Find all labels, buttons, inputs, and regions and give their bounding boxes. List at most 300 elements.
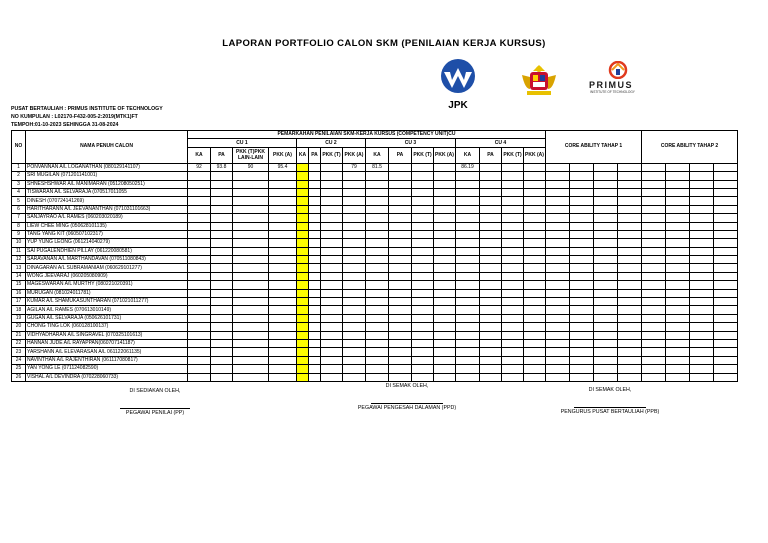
mark-cell xyxy=(524,188,546,196)
mark-cell xyxy=(188,180,211,188)
mark-cell xyxy=(343,348,366,356)
mark-cell xyxy=(188,172,211,180)
mark-cell xyxy=(714,281,738,289)
mark-cell xyxy=(618,172,642,180)
header-cu1-ka: KA xyxy=(188,147,211,163)
mark-cell xyxy=(594,214,618,222)
jpk-emblem-icon xyxy=(436,58,480,96)
mark-cell xyxy=(343,256,366,264)
mark-cell xyxy=(690,323,714,331)
mark-cell xyxy=(480,298,502,306)
mark-cell xyxy=(546,331,570,339)
mark-cell xyxy=(618,197,642,205)
header-cu2-pa: PA xyxy=(309,147,321,163)
pusat-bertauliah: PUSAT BERTAULIAH : PRIMUS INSTITUTE OF TECHNOLOGY xyxy=(11,106,163,112)
mark-cell xyxy=(188,365,211,373)
mark-cell xyxy=(269,356,297,364)
mark-cell xyxy=(366,247,389,255)
mark-cell xyxy=(389,331,412,339)
mark-cell xyxy=(666,356,690,364)
mark-cell xyxy=(570,314,594,322)
mark-cell xyxy=(412,222,434,230)
header-cu4: CU 4 xyxy=(456,139,546,147)
mark-cell xyxy=(269,339,297,347)
mark-cell xyxy=(434,197,456,205)
mark-cell xyxy=(389,230,412,238)
mark-cell xyxy=(412,205,434,213)
mark-cell xyxy=(690,365,714,373)
mark-cell xyxy=(690,222,714,230)
mark-cell xyxy=(269,247,297,255)
header-cu2: CU 2 xyxy=(297,139,366,147)
mark-cell xyxy=(233,222,269,230)
mark-cell xyxy=(366,180,389,188)
mark-cell xyxy=(343,365,366,373)
mark-cell xyxy=(389,205,412,213)
mark-cell xyxy=(502,339,524,347)
mark-cell xyxy=(594,264,618,272)
mark-cell xyxy=(618,298,642,306)
mark-cell xyxy=(343,339,366,347)
mark-cell xyxy=(456,214,480,222)
signature-ppb-label: DI SEMAK OLEH, xyxy=(588,387,632,393)
row-no: 25 xyxy=(12,365,26,373)
mark-cell xyxy=(412,323,434,331)
row-no: 13 xyxy=(12,264,26,272)
header-cu3-pa: PA xyxy=(389,147,412,163)
mark-cell xyxy=(188,264,211,272)
mark-cell xyxy=(502,214,524,222)
mark-cell xyxy=(666,281,690,289)
mark-cell xyxy=(412,356,434,364)
mark-cell xyxy=(321,247,343,255)
mark-cell xyxy=(642,289,666,297)
mark-cell xyxy=(524,205,546,213)
header-cu3-pkk-a: PKK (A) xyxy=(434,147,456,163)
mark-cell xyxy=(389,348,412,356)
mark-cell xyxy=(524,264,546,272)
mark-cell xyxy=(546,365,570,373)
mark-cell xyxy=(524,180,546,188)
mark-cell xyxy=(233,339,269,347)
mark-cell xyxy=(618,256,642,264)
mark-cell xyxy=(366,281,389,289)
mark-cell xyxy=(546,323,570,331)
mark-cell xyxy=(570,180,594,188)
mark-cell xyxy=(570,230,594,238)
mark-cell xyxy=(570,172,594,180)
header-cu4-ka: KA xyxy=(456,147,480,163)
mark-cell xyxy=(524,247,546,255)
row-no: 3 xyxy=(12,180,26,188)
mark-cell xyxy=(502,373,524,381)
mark-cell xyxy=(321,348,343,356)
jpk-logo-text: JPK xyxy=(448,100,468,111)
mark-cell xyxy=(309,365,321,373)
mark-cell xyxy=(297,348,309,356)
mark-cell xyxy=(233,180,269,188)
mark-cell xyxy=(321,239,343,247)
mark-cell xyxy=(434,172,456,180)
mark-cell xyxy=(502,365,524,373)
mark-cell xyxy=(434,306,456,314)
mark-cell xyxy=(502,256,524,264)
mark-cell xyxy=(233,264,269,272)
mark-cell xyxy=(434,264,456,272)
mark-cell xyxy=(480,188,502,196)
mark-cell xyxy=(297,281,309,289)
mark-cell xyxy=(524,197,546,205)
mark-cell xyxy=(456,264,480,272)
mark-cell xyxy=(309,298,321,306)
mark-cell xyxy=(480,163,502,171)
mark-cell xyxy=(269,281,297,289)
mark-cell xyxy=(714,289,738,297)
mark-cell xyxy=(188,289,211,297)
mark-cell xyxy=(188,272,211,280)
mark-cell xyxy=(297,214,309,222)
mark-cell xyxy=(297,356,309,364)
mark-cell xyxy=(389,314,412,322)
mark-cell xyxy=(297,323,309,331)
mark-cell xyxy=(366,230,389,238)
mark-cell xyxy=(297,298,309,306)
mark-cell xyxy=(297,331,309,339)
mark-cell xyxy=(366,197,389,205)
mark-cell xyxy=(570,298,594,306)
mark-cell xyxy=(456,230,480,238)
mark-cell xyxy=(211,306,233,314)
mark-cell xyxy=(389,298,412,306)
table-row xyxy=(12,314,738,322)
mark-cell xyxy=(456,356,480,364)
mark-cell xyxy=(434,205,456,213)
header-cu3-pkk-t: PKK (T) xyxy=(412,147,434,163)
mark-cell xyxy=(211,188,233,196)
mark-cell xyxy=(456,306,480,314)
mark-cell xyxy=(389,239,412,247)
mark-cell xyxy=(502,356,524,364)
mark-cell xyxy=(524,331,546,339)
table-row xyxy=(12,197,738,205)
mark-cell xyxy=(456,323,480,331)
mark-cell xyxy=(690,289,714,297)
mark-cell xyxy=(546,163,570,171)
mark-cell xyxy=(714,331,738,339)
mark-cell xyxy=(714,298,738,306)
header-cu1-pkk-a: PKK (A) xyxy=(269,147,297,163)
mark-cell xyxy=(321,264,343,272)
mark-cell xyxy=(211,323,233,331)
row-name: WONG JEEVARAJ (060205080909) xyxy=(26,272,188,280)
mark-cell xyxy=(594,306,618,314)
mark-cell xyxy=(666,163,690,171)
mark-cell xyxy=(546,339,570,347)
mark-cell xyxy=(412,197,434,205)
mark-cell xyxy=(714,247,738,255)
row-no: 4 xyxy=(12,188,26,196)
mark-cell xyxy=(502,289,524,297)
mark-cell xyxy=(321,356,343,364)
mark-cell xyxy=(366,348,389,356)
row-no: 19 xyxy=(12,314,26,322)
mark-cell xyxy=(480,239,502,247)
mark-cell xyxy=(502,323,524,331)
mark-cell xyxy=(594,365,618,373)
mark-cell xyxy=(594,356,618,364)
mark-cell xyxy=(690,197,714,205)
mark-cell xyxy=(594,373,618,381)
mark-cell xyxy=(642,264,666,272)
mark-cell xyxy=(666,323,690,331)
mark-cell xyxy=(642,222,666,230)
mark-cell xyxy=(297,230,309,238)
mark-cell xyxy=(297,239,309,247)
mark-cell xyxy=(480,247,502,255)
mark-cell xyxy=(321,298,343,306)
mark-cell xyxy=(666,222,690,230)
mark-cell xyxy=(480,348,502,356)
mark-cell xyxy=(269,306,297,314)
mark-cell xyxy=(690,306,714,314)
mark-cell xyxy=(502,331,524,339)
mark-cell xyxy=(434,272,456,280)
mark-cell xyxy=(502,314,524,322)
mark-cell xyxy=(502,205,524,213)
mark-cell xyxy=(480,264,502,272)
mark-cell xyxy=(594,239,618,247)
mark-cell xyxy=(594,205,618,213)
mark-cell xyxy=(269,230,297,238)
mark-cell xyxy=(321,323,343,331)
row-no: 2 xyxy=(12,172,26,180)
row-no: 17 xyxy=(12,298,26,306)
mark-cell xyxy=(297,373,309,381)
mark-cell xyxy=(456,331,480,339)
mark-cell xyxy=(434,356,456,364)
mark-cell xyxy=(211,289,233,297)
table-row xyxy=(12,348,738,356)
mark-cell xyxy=(188,373,211,381)
mark-cell xyxy=(714,356,738,364)
row-name: DINAGARAN A/L SUBRAMANIAM (060629101277) xyxy=(26,264,188,272)
mark-cell xyxy=(524,256,546,264)
jpk-logo xyxy=(436,58,480,111)
mark-cell xyxy=(269,239,297,247)
mark-cell xyxy=(546,239,570,247)
mark-cell xyxy=(412,230,434,238)
mark-cell xyxy=(524,163,546,171)
mark-cell xyxy=(666,247,690,255)
table-row xyxy=(12,331,738,339)
mark-cell xyxy=(389,281,412,289)
mark-cell xyxy=(269,373,297,381)
row-no: 14 xyxy=(12,272,26,280)
mark-cell xyxy=(269,264,297,272)
mark-cell xyxy=(233,230,269,238)
mark-cell: 79 xyxy=(343,163,366,171)
row-name: SRI MUGILAN (071201141001) xyxy=(26,172,188,180)
mark-cell xyxy=(502,239,524,247)
mark-cell xyxy=(343,180,366,188)
mark-cell xyxy=(642,272,666,280)
mark-cell xyxy=(309,172,321,180)
mark-cell xyxy=(570,163,594,171)
mark-cell xyxy=(714,222,738,230)
mark-cell xyxy=(211,331,233,339)
mark-cell xyxy=(233,172,269,180)
mark-cell xyxy=(309,222,321,230)
mark-cell xyxy=(594,289,618,297)
mark-cell xyxy=(524,314,546,322)
mark-cell xyxy=(211,197,233,205)
mark-cell xyxy=(188,239,211,247)
mark-cell xyxy=(188,256,211,264)
row-no: 16 xyxy=(12,289,26,297)
mark-cell xyxy=(714,239,738,247)
mark-cell xyxy=(233,188,269,196)
mark-cell xyxy=(690,339,714,347)
mark-cell xyxy=(546,348,570,356)
mark-cell xyxy=(434,180,456,188)
mark-cell xyxy=(412,180,434,188)
mark-cell xyxy=(412,272,434,280)
mark-cell xyxy=(618,188,642,196)
mark-cell xyxy=(714,272,738,280)
mark-cell xyxy=(321,197,343,205)
mark-cell xyxy=(618,180,642,188)
mark-cell xyxy=(570,323,594,331)
mark-cell xyxy=(594,331,618,339)
mark-cell xyxy=(412,188,434,196)
row-name: TISWARAN A/L SELVARAJA (070517011055 xyxy=(26,188,188,196)
header-cu2-pkk-t: PKK (T) xyxy=(321,147,343,163)
mark-cell xyxy=(666,272,690,280)
mark-cell xyxy=(321,163,343,171)
mark-cell xyxy=(309,239,321,247)
row-no: 24 xyxy=(12,356,26,364)
mark-cell xyxy=(456,348,480,356)
mark-cell xyxy=(524,272,546,280)
mark-cell xyxy=(343,264,366,272)
mark-cell xyxy=(366,239,389,247)
mark-cell xyxy=(434,289,456,297)
mark-cell xyxy=(570,331,594,339)
mark-cell xyxy=(642,247,666,255)
mark-cell xyxy=(502,264,524,272)
mark-cell xyxy=(570,264,594,272)
mark-cell xyxy=(570,289,594,297)
mark-cell xyxy=(642,314,666,322)
mark-cell xyxy=(309,339,321,347)
mark-cell xyxy=(524,356,546,364)
mark-cell xyxy=(666,339,690,347)
mark-cell xyxy=(297,365,309,373)
mark-cell xyxy=(594,323,618,331)
mark-cell xyxy=(642,281,666,289)
mark-cell xyxy=(366,214,389,222)
mark-cell xyxy=(502,281,524,289)
mark-cell xyxy=(211,298,233,306)
mark-cell xyxy=(594,172,618,180)
mark-cell xyxy=(690,348,714,356)
mark-cell xyxy=(594,247,618,255)
mark-cell xyxy=(666,306,690,314)
mark-cell xyxy=(366,188,389,196)
mark-cell xyxy=(389,339,412,347)
table-row xyxy=(12,339,738,347)
table-row xyxy=(12,281,738,289)
mark-cell xyxy=(618,163,642,171)
mark-cell: 90 xyxy=(233,163,269,171)
mark-cell xyxy=(297,272,309,280)
mark-cell xyxy=(188,323,211,331)
mark-cell xyxy=(366,289,389,297)
mark-cell xyxy=(546,222,570,230)
mark-cell xyxy=(188,339,211,347)
mark-cell xyxy=(343,222,366,230)
mark-cell xyxy=(211,264,233,272)
header-info xyxy=(11,105,163,129)
mark-cell xyxy=(666,180,690,188)
mark-cell xyxy=(456,256,480,264)
mark-cell xyxy=(524,348,546,356)
mark-cell xyxy=(211,314,233,322)
mark-cell xyxy=(321,222,343,230)
mark-cell xyxy=(412,214,434,222)
mark-cell xyxy=(434,281,456,289)
mark-cell xyxy=(546,205,570,213)
mark-cell xyxy=(309,230,321,238)
mark-cell xyxy=(546,373,570,381)
mark-cell xyxy=(570,188,594,196)
mark-cell xyxy=(366,323,389,331)
mark-cell xyxy=(343,247,366,255)
mark-cell xyxy=(618,272,642,280)
row-name: PONVANNAN A/L LOGANATHAN (080129141107) xyxy=(26,163,188,171)
mark-cell xyxy=(666,314,690,322)
primus-logo xyxy=(584,61,654,97)
mark-cell xyxy=(714,205,738,213)
row-no: 23 xyxy=(12,348,26,356)
row-no: 26 xyxy=(12,373,26,381)
header-core-2: CORE ABILITY TAHAP 2 xyxy=(642,131,738,164)
mark-cell xyxy=(618,306,642,314)
mark-cell xyxy=(546,247,570,255)
mark-cell xyxy=(618,373,642,381)
mark-cell xyxy=(389,163,412,171)
mark-cell xyxy=(618,323,642,331)
tempoh: TEMPOH:01-10-2023 SEHINGGA 31-08-2024 xyxy=(11,122,119,128)
mark-cell xyxy=(412,365,434,373)
mark-cell xyxy=(412,264,434,272)
mark-cell xyxy=(309,256,321,264)
mark-cell xyxy=(269,205,297,213)
mark-cell xyxy=(546,197,570,205)
mark-cell xyxy=(211,272,233,280)
mark-cell xyxy=(480,230,502,238)
mark-cell xyxy=(321,281,343,289)
mark-cell xyxy=(456,247,480,255)
mark-cell xyxy=(309,348,321,356)
mark-cell xyxy=(389,172,412,180)
mark-cell xyxy=(714,314,738,322)
mark-cell xyxy=(321,339,343,347)
mark-cell xyxy=(269,214,297,222)
mark-cell xyxy=(594,197,618,205)
mark-cell xyxy=(642,180,666,188)
header-cu3-ka: KA xyxy=(366,147,389,163)
